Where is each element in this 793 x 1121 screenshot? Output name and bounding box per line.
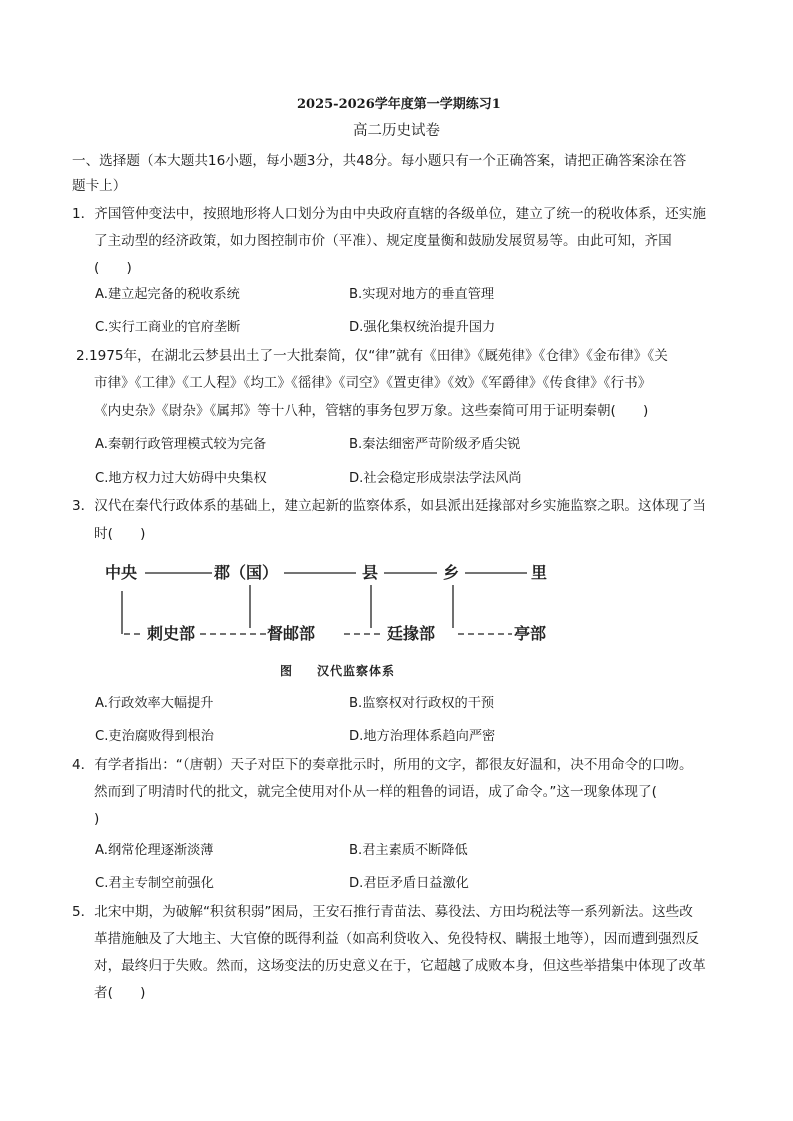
section-heading: 一、选择题（本大题共16小题，每小题3分，共48分。每小题只有一个正确答案，请把正确答案涂在答	[72, 153, 687, 169]
question-2-option-d[interactable]: D.社会稳定形成崇法学法风尚	[349, 471, 522, 486]
question-3-option-b[interactable]: B.监察权对行政权的干预	[349, 696, 495, 711]
node-li: 里	[531, 563, 548, 582]
question-5-line-4: 者( )	[94, 985, 146, 1001]
node-tingyuanbu: 廷掾部	[387, 624, 436, 643]
question-1-option-c[interactable]: C.实行工商业的官府垄断	[95, 320, 241, 335]
question-2-option-c[interactable]: C.地方权力过大妨碍中央集权	[95, 471, 267, 486]
question-4-line-1: 4．有学者指出：“（唐朝）天子对臣下的奏章批示时，所用的文字，都很友好温和，决不用命令的口吻。	[72, 757, 693, 773]
question-1-line-3: ( )	[94, 260, 132, 276]
question-5-line-3: 对，最终归于失败。然而，这场变法的历史意义在于，它超越了成败本身，但这些举措集中体现了改革	[94, 958, 706, 974]
node-tingbu: 亭部	[514, 624, 547, 643]
question-4-option-c[interactable]: C.君主专制空前强化	[95, 876, 214, 891]
exam-subtitle: 高二历史试卷	[353, 123, 440, 139]
question-1-option-b[interactable]: B.实现对地方的垂直管理	[349, 287, 495, 302]
diagram-caption-prefix: 图	[280, 664, 293, 678]
node-xian: 县	[362, 563, 379, 582]
section-heading-cont: 题卡上）	[72, 178, 127, 194]
node-jun-guo: 郡（国）	[214, 563, 279, 582]
question-3-line-2: 时( )	[94, 526, 146, 542]
question-2-line-3: 《内史杂》《尉杂》《属邦》等十八种，管辖的事务包罗万象。这些秦简可用于证明秦朝( )	[94, 403, 649, 419]
question-4-option-b[interactable]: B.君主素质不断降低	[349, 843, 468, 858]
question-4-option-a[interactable]: A.纲常伦理逐渐淡薄	[95, 843, 214, 858]
exam-title: 2025-2026学年度第一学期练习1	[297, 97, 501, 112]
question-2-line-2: 市律》《工律》《工人程》《均工》《徭律》《司空》《置吏律》《效》《军爵律》《传食律》《行书》	[94, 375, 652, 391]
question-2-option-b[interactable]: B.秦法细密严苛阶级矛盾尖锐	[349, 437, 521, 452]
question-3-option-c[interactable]: C.吏治腐败得到根治	[95, 729, 214, 744]
question-2-option-a[interactable]: A.秦朝行政管理模式较为完备	[95, 437, 267, 452]
question-1-line-2: 了主动型的经济政策，如力图控制市价（平准）、规定度量衡和鼓励发展贸易等。由此可知，齐国	[94, 233, 672, 249]
question-5-line-2: 革措施触及了大地主、大官僚的既得利益（如高利贷收入、免役特权、瞒报土地等），因而遭到强烈反	[94, 931, 699, 947]
question-1-line-1: 1．齐国管仲变法中，按照地形将人口划分为由中央政府直辖的各级单位，建立了统一的税收体系，还实施	[72, 206, 706, 222]
diagram-caption: 汉代监察体系	[317, 664, 396, 678]
question-1-option-a[interactable]: A.建立起完备的税收系统	[95, 287, 240, 302]
question-3-line-1: 3．汉代在秦代行政体系的基础上，建立起新的监察体系，如县派出廷掾部对乡实施监察之职。这体现了当	[72, 498, 706, 514]
node-duyoubu: 督邮部	[267, 624, 316, 643]
question-3-option-d[interactable]: D.地方治理体系趋向严密	[349, 729, 496, 744]
question-4-line-2: 然而到了明清时代的批文，就完全使用对仆从一样的粗鲁的词语，成了命令。”这一现象体现了(	[94, 784, 657, 800]
node-xiang: 乡	[443, 563, 460, 582]
node-cishibu: 刺史部	[147, 624, 196, 643]
question-2-line-1: 2.1975年，在湖北云梦县出土了一大批秦简，仅“律”就有《田律》《厩苑律》《仓律》《金布律》《关	[76, 348, 668, 364]
question-4-line-3: )	[94, 811, 100, 827]
question-3-option-a[interactable]: A.行政效率大幅提升	[95, 696, 214, 711]
question-4-option-d[interactable]: D.君臣矛盾日益激化	[349, 876, 469, 891]
question-5-line-1: 5．北宋中期，为破解“积贫积弱”困局，王安石推行青苗法、募役法、方田均税法等一系列新法。这些改	[72, 904, 693, 920]
question-1-option-d[interactable]: D.强化集权统治提升国力	[349, 320, 496, 335]
node-zhongyang: 中央	[105, 563, 138, 582]
